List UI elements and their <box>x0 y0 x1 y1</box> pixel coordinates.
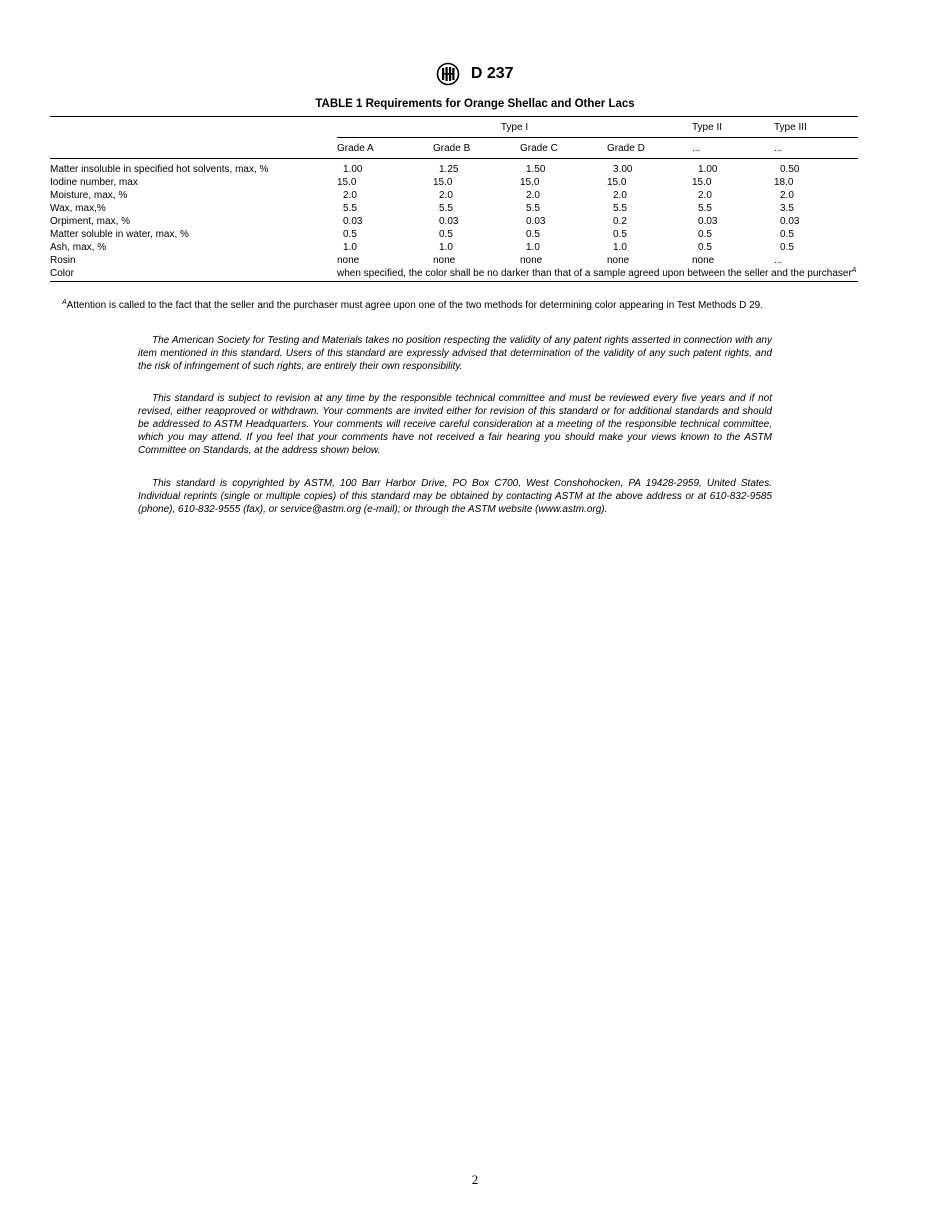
table-cell: 5.5 <box>698 203 712 214</box>
table-group-header-row <box>50 117 858 138</box>
table-column-header-row <box>50 138 858 159</box>
column-header-grade-d: Grade D <box>607 138 692 159</box>
table-row <box>50 159 858 177</box>
table-cell: 5.5 <box>439 203 453 214</box>
table-cell: 1.0 <box>343 242 357 253</box>
table-cell: 15.0 <box>337 177 357 188</box>
table-footnote <box>50 299 882 312</box>
table-cell: 0.5 <box>698 229 712 240</box>
footnote-mark: A <box>62 299 67 306</box>
table-cell: 2.0 <box>343 190 357 201</box>
table-cell: 0.5 <box>613 229 627 240</box>
table-cell: 3.00 <box>613 164 633 175</box>
page-number: 2 <box>471 1172 479 1187</box>
table-row <box>50 189 858 202</box>
table-row-color <box>50 267 858 282</box>
table-cell: 0.03 <box>698 216 718 227</box>
footnote-mark: A <box>851 267 857 274</box>
table-cell: 0.03 <box>439 216 459 227</box>
color-requirement-text: when specified, the color shall be no darker than that of a sample agreed upon between the seller and the purchaser <box>337 268 852 279</box>
table-cell: 5.5 <box>526 203 540 214</box>
row-label: Matter insoluble in specified hot solvents, max, % <box>50 164 269 175</box>
page-header <box>0 62 950 86</box>
table-cell: 0.03 <box>343 216 363 227</box>
table-cell: 15.0 <box>520 177 540 188</box>
table-cell: 1.0 <box>613 242 627 253</box>
table-cell: 15.0 <box>433 177 453 188</box>
table-cell: 0.03 <box>780 216 800 227</box>
copyright-notice: This standard is copyrighted by ASTM, 100 Barr Harbor Drive, PO Box C700, West Conshohocken, PA 19428-2959, United States. Individual reprints (single or multiple copies) of this standard may be obtained by contacting ASTM at the above address or at 610-832-9585 (phone), 610-832-9555 (fax), or service@astm.org (e-mail); or through the ASTM website (www.astm.org). <box>138 478 772 515</box>
column-header-grade-c: Grade C <box>520 138 607 159</box>
table-cell: 0.5 <box>343 229 357 240</box>
table-cell: 1.0 <box>526 242 540 253</box>
table-cell: 1.25 <box>439 164 459 175</box>
table-header-blank <box>50 117 337 138</box>
table-cell: 1.0 <box>439 242 453 253</box>
group-header-type-3: Type III <box>774 117 858 138</box>
column-header-type-3: ... <box>774 138 858 159</box>
column-header-grade-a: Grade A <box>337 138 433 159</box>
table-cell: 1.50 <box>526 164 546 175</box>
requirements-table <box>50 116 858 282</box>
table-cell: 0.50 <box>780 164 800 175</box>
table-cell: 1.00 <box>343 164 363 175</box>
group-header-type-2: Type II <box>692 117 774 138</box>
table-cell: ... <box>774 255 783 266</box>
table-header-blank <box>50 138 337 159</box>
table-cell: 0.5 <box>439 229 453 240</box>
row-label: Matter soluble in water, max, % <box>50 229 189 240</box>
table-cell: none <box>337 255 360 266</box>
table-cell: 0.5 <box>780 242 794 253</box>
astm-logo-icon <box>436 62 460 86</box>
table-cell: 5.5 <box>613 203 627 214</box>
table-cell: 2.0 <box>439 190 453 201</box>
table-row <box>50 215 858 228</box>
table-cell: 0.5 <box>780 229 794 240</box>
row-label: Iodine number, max <box>50 177 138 188</box>
table-cell: 18.0 <box>774 177 794 188</box>
table-title: TABLE 1 Requirements for Orange Shellac and Other Lacs <box>315 98 635 110</box>
table-row <box>50 228 858 241</box>
table-cell: 0.03 <box>526 216 546 227</box>
row-label: Wax, max,% <box>50 203 106 214</box>
table-row <box>50 202 858 215</box>
column-header-grade-b: Grade B <box>433 138 520 159</box>
table-cell: 0.5 <box>698 242 712 253</box>
row-label: Color <box>50 267 337 282</box>
group-header-type-1: Type I <box>337 117 692 138</box>
patent-notice: The American Society for Testing and Materials takes no position respecting the validity of any patent rights asserted in connection with any item mentioned in this standard. Users of this standard are expressly advised that determination of the validity of any such patent rights, and the risk of infringement of such rights, are entirely their own responsibility. <box>138 335 772 372</box>
table-cell: 15.0 <box>692 177 712 188</box>
row-label: Orpiment, max, % <box>50 216 131 227</box>
table-cell: none <box>520 255 543 266</box>
row-label: Moisture, max, % <box>50 190 128 201</box>
revision-notice: This standard is subject to revision at any time by the responsible technical committee and must be reviewed every five years and if not revised, either reapproved or withdrawn. Your comments are invited either for revision of this standard or for additional standards and should be addressed to ASTM Headquarters. Your comments will receive careful consideration at a meeting of the responsible technical committee, which you may attend. If you feel that your comments have not received a fair hearing you should make your views known to the ASTM Committee on Standards, at the address shown below. <box>138 393 772 456</box>
table-cell: 2.0 <box>698 190 712 201</box>
table-cell: 2.0 <box>526 190 540 201</box>
table-cell: none <box>607 255 630 266</box>
table-row <box>50 176 858 189</box>
color-requirement-cell <box>337 267 858 282</box>
table-row <box>50 241 858 254</box>
table-cell: 2.0 <box>780 190 794 201</box>
footnote-text: Attention is called to the fact that the seller and the purchaser must agree upon one of the two methods for determining color appearing in Test Methods D 29. <box>66 300 764 311</box>
row-label: Ash, max, % <box>50 242 107 253</box>
table-cell: none <box>433 255 456 266</box>
table-cell: 1.00 <box>698 164 718 175</box>
standard-designation: D 237 <box>470 65 514 82</box>
table-cell: none <box>692 255 715 266</box>
table-cell: 0.5 <box>526 229 540 240</box>
column-header-type-2: ... <box>692 138 774 159</box>
table-cell: 15.0 <box>607 177 627 188</box>
table-cell: 3.5 <box>780 203 794 214</box>
table-cell: 2.0 <box>613 190 627 201</box>
table-cell: 5.5 <box>343 203 357 214</box>
table-cell: 0.2 <box>613 216 627 227</box>
table-row <box>50 254 858 267</box>
row-label: Rosin <box>50 255 76 266</box>
